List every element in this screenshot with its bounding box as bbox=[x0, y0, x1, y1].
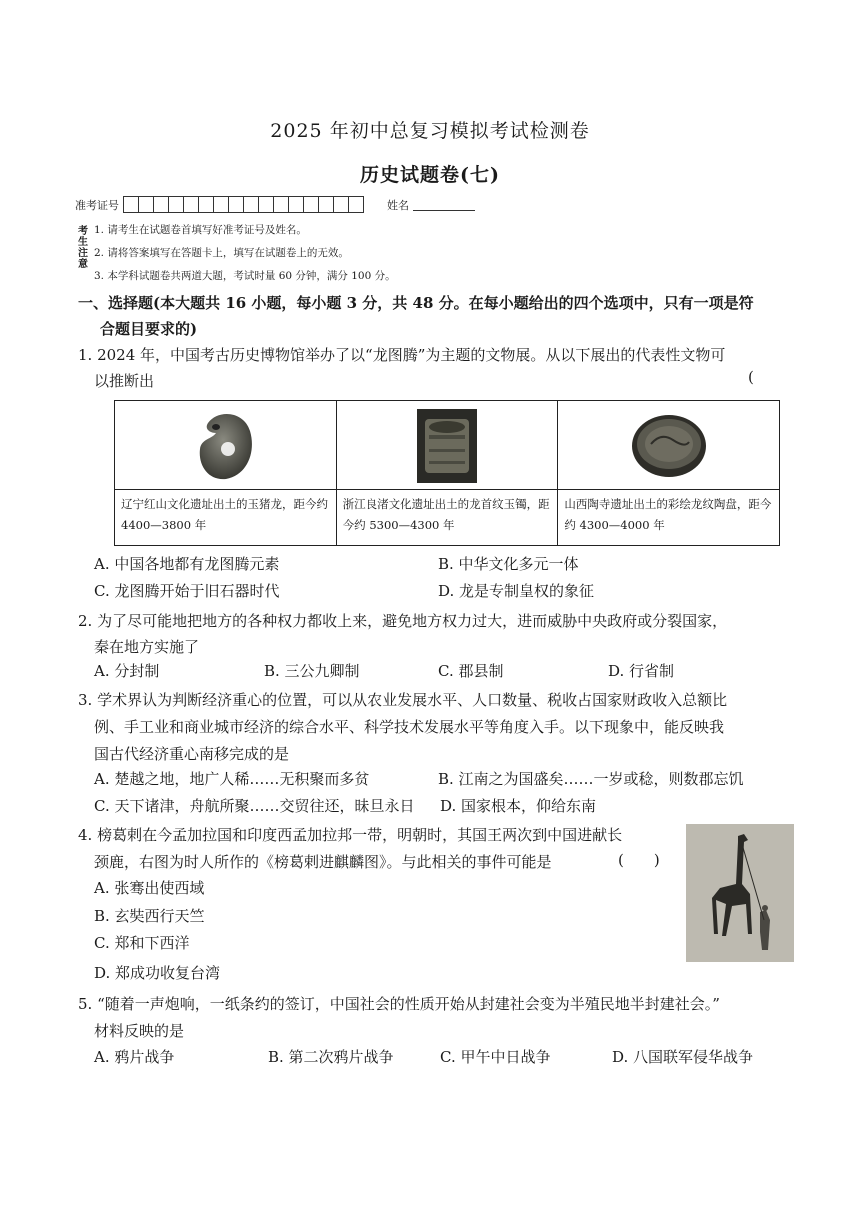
name-label: 姓名 bbox=[387, 198, 409, 212]
artifact-table bbox=[114, 400, 780, 546]
q4-option-a[interactable]: A. 张骞出使西域 bbox=[94, 879, 205, 897]
q1-stem-line1: 1. 2024 年，中国考古历史博物馆举办了以“龙图腾”为主题的文物展。从以下展出的代表性文物可 bbox=[78, 346, 726, 364]
painted-plate-image bbox=[558, 401, 779, 489]
q3-option-a[interactable]: A. 楚越之地，地广人稀……无积聚而多贫 bbox=[94, 770, 370, 788]
q1-option-a[interactable]: A. 中国各地都有龙图腾元素 bbox=[94, 555, 280, 573]
giraffe-painting-image bbox=[686, 824, 794, 962]
jade-bracelet-image bbox=[337, 401, 558, 489]
section-heading bbox=[78, 290, 798, 342]
q3-option-c[interactable]: C. 天下诸津，舟航所聚……交贸往还，昧旦永日 bbox=[94, 797, 415, 815]
q3-stem-line1: 3. 学术界认为判断经济重心的位置，可以从农业发展水平、人口数量、税收占国家财政收入总额比 bbox=[78, 691, 728, 709]
exam-title: 2025 年初中总复习模拟考试检测卷 bbox=[270, 120, 590, 142]
q1-option-c[interactable]: C. 龙图腾开始于旧石器时代 bbox=[94, 582, 280, 600]
q1-option-d[interactable]: D. 龙是专制皇权的象征 bbox=[438, 582, 595, 600]
jade-pig-dragon-image bbox=[115, 401, 336, 489]
q2-option-a[interactable]: A. 分封制 bbox=[94, 662, 160, 680]
notice-item-3: 3. 本学科试题卷共两道大题，考试时量 60 分钟，满分 100 分。 bbox=[94, 270, 396, 282]
q4-stem-line2: 颈鹿，右图为时人所作的《榜葛剌进麒麟图》。与此相关的事件可能是 bbox=[94, 853, 552, 871]
q3-stem-line3: 国古代经济重心南移完成的是 bbox=[94, 745, 290, 763]
q2-stem-line1: 2. 为了尽可能地把地方的各种权力都收上来，避免地方权力过大，进而威胁中央政府或分裂国家， bbox=[78, 612, 728, 630]
artifact-cell-1 bbox=[115, 401, 337, 545]
q1-option-b[interactable]: B. 中华文化多元一体 bbox=[438, 555, 579, 573]
q1-answer-paren: ( bbox=[748, 368, 754, 386]
q4-stem-line1: 4. 榜葛剌在今孟加拉国和印度西孟加拉邦一带，明朝时，其国王两次到中国进献长 bbox=[78, 826, 623, 844]
exam-subtitle: 历史试题卷(七) bbox=[360, 164, 500, 186]
q4-option-c[interactable]: C. 郑和下西洋 bbox=[94, 934, 190, 952]
notice-label: 考生注意 bbox=[78, 226, 88, 270]
q5-option-c[interactable]: C. 甲午中日战争 bbox=[440, 1048, 551, 1066]
id-label: 准考证号 bbox=[75, 198, 119, 212]
artifact-caption-3: 山西陶寺遗址出土的彩绘龙纹陶盘，距今约 4300—4000 年 bbox=[558, 489, 779, 545]
id-number-boxes[interactable] bbox=[123, 196, 363, 213]
q2-stem-line2: 秦在地方实施了 bbox=[94, 638, 200, 656]
q2-option-d[interactable]: D. 行省制 bbox=[608, 662, 675, 680]
artifact-cell-2 bbox=[337, 401, 559, 545]
notice-item-1: 1. 请考生在试题卷首填写好准考证号及姓名。 bbox=[94, 224, 307, 236]
q5-stem-line2: 材料反映的是 bbox=[94, 1022, 185, 1040]
artifact-caption-1: 辽宁红山文化遗址出土的玉猪龙，距今约 4400—3800 年 bbox=[115, 489, 336, 545]
artifact-caption-2: 浙江良渚文化遗址出土的龙首纹玉镯，距今约 5300—4300 年 bbox=[337, 489, 558, 545]
q5-option-a[interactable]: A. 鸦片战争 bbox=[94, 1048, 175, 1066]
q5-stem-line1: 5. “随着一声炮响，一纸条约的签订，中国社会的性质开始从封建社会变为半殖民地半封建社会。” bbox=[78, 995, 720, 1013]
q1-stem-line2: 以推断出 bbox=[94, 372, 155, 390]
q4-option-b[interactable]: B. 玄奘西行天竺 bbox=[94, 907, 205, 925]
notice-item-2: 2. 请将答案填写在答题卡上，填写在试题卷上的无效。 bbox=[94, 247, 349, 259]
q5-option-d[interactable]: D. 八国联军侵华战争 bbox=[612, 1048, 754, 1066]
section-heading-line1: 一、选择题(本大题共 16 小题，每小题 3 分，共 48 分。在每小题给出的四个选项中，只有一项是符 bbox=[78, 294, 754, 312]
artifact-cell-3 bbox=[558, 401, 779, 545]
q2-option-c[interactable]: C. 郡县制 bbox=[438, 662, 504, 680]
q3-option-b[interactable]: B. 江南之为国盛矣……一岁或稔，则数郡忘饥 bbox=[438, 770, 744, 788]
name-field[interactable] bbox=[413, 198, 475, 211]
candidate-info-row bbox=[75, 196, 475, 213]
q3-stem-line2: 例、手工业和商业城市经济的综合水平、科学技术发展水平等角度入手。以下现象中，能反映我 bbox=[94, 718, 725, 736]
q4-option-d[interactable]: D. 郑成功收复台湾 bbox=[94, 964, 221, 982]
q3-option-d[interactable]: D. 国家根本，仰给东南 bbox=[440, 797, 597, 815]
q2-option-b[interactable]: B. 三公九卿制 bbox=[264, 662, 360, 680]
q4-answer-paren: ( ) bbox=[618, 851, 660, 869]
section-heading-line2: 合题目要求的) bbox=[100, 320, 198, 338]
q5-option-b[interactable]: B. 第二次鸦片战争 bbox=[268, 1048, 394, 1066]
